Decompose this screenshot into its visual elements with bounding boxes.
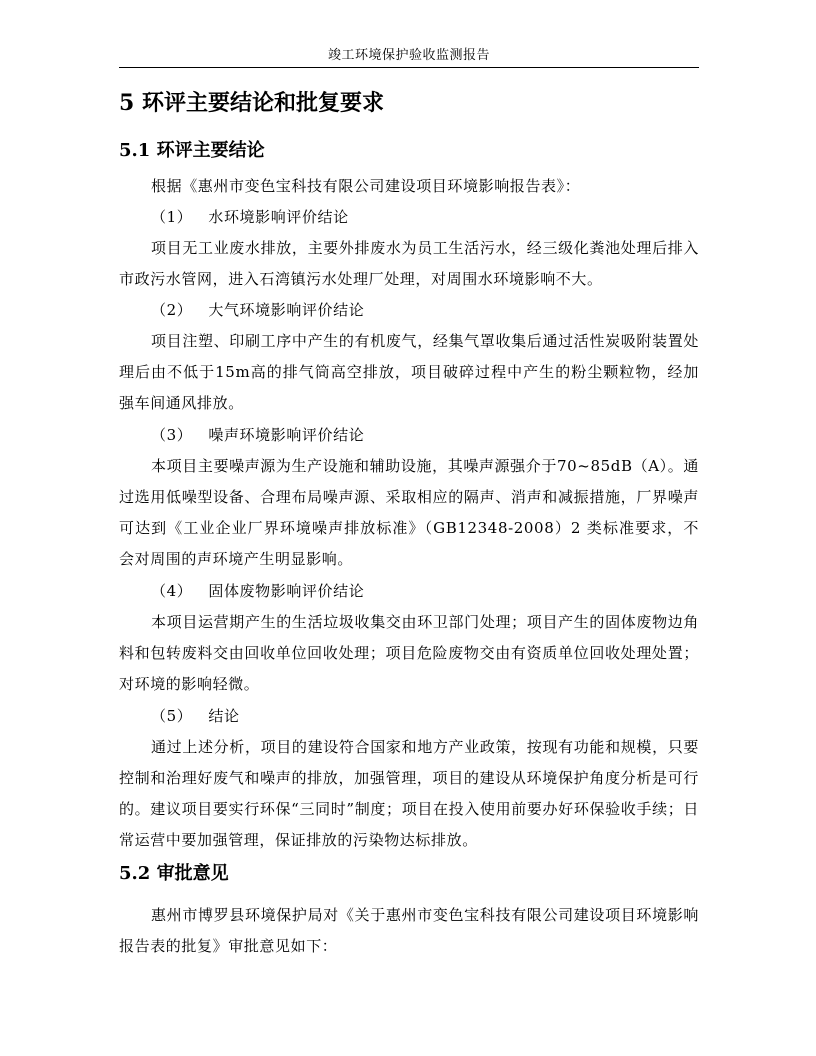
item-heading-4 xyxy=(151,576,364,607)
approval-paragraph: 惠州市博罗县环境保护局对《关于惠州市变色宝科技有限公司建设项目环境影响报告表的批复》审批意见如下： xyxy=(119,906,699,955)
item-paragraph-3: 本项目主要噪声源为生产设施和辅助设施，其噪声源强介于70~85dB（A）。通过选用低噪型设备、合理布局噪声源、采取相应的隔声、消声和减振措施，厂界噪声可达到《工业企业厂界环境噪声排放标准》（GB12348-2008）2 类标准要求，不会对周围的声环境产生明显影响。 xyxy=(119,457,699,568)
item-heading-1 xyxy=(151,202,349,233)
item-paragraph-1: 项目无工业废水排放，主要外排废水为员工生活污水，经三级化粪池处理后排入市政污水管网，进入石湾镇污水处理厂处理，对周围水环境影响不大。 xyxy=(119,239,699,288)
item-paragraph-2: 项目注塑、印刷工序中产生的有机废气，经集气罩收集后通过活性炭吸附装置处理后由不低于15m高的排气筒高空排放，项目破碎过程中产生的粉尘颗粒物，经加强车间通风排放。 xyxy=(119,332,699,412)
item-heading-3 xyxy=(151,420,364,451)
running-header: 竣工环境保护验收监测报告 xyxy=(327,48,490,63)
header-rule xyxy=(119,67,699,68)
item-number: （2） xyxy=(151,301,193,319)
item-paragraph-4: 本项目运营期产生的生活垃圾收集交由环卫部门处理；项目产生的固体废物边角料和包转废料交由回收单位回收处理；项目危险废物交由有资质单位回收处理处置；对环境的影响轻微。 xyxy=(119,613,699,693)
item-heading-2 xyxy=(151,295,364,326)
item-title: 水环境影响评价结论 xyxy=(208,208,349,226)
section-title: 5 环评主要结论和批复要求 xyxy=(119,90,384,116)
item-number: （4） xyxy=(151,582,193,600)
item-number: （5） xyxy=(151,707,193,725)
item-title: 大气环境影响评价结论 xyxy=(208,301,365,319)
item-title: 固体废物影响评价结论 xyxy=(208,582,365,600)
subsection-title-5-2: 5.2 审批意见 xyxy=(119,863,229,884)
item-title: 结论 xyxy=(208,707,240,725)
intro-paragraph: 根据《惠州市变色宝科技有限公司建设项目环境影响报告表》： xyxy=(151,177,581,195)
item-title: 噪声环境影响评价结论 xyxy=(208,426,365,444)
subsection-title-5-1: 5.1 环评主要结论 xyxy=(119,140,265,161)
item-number: （1） xyxy=(151,208,193,226)
item-paragraph-5: 通过上述分析，项目的建设符合国家和地方产业政策，按现有功能和规模，只要控制和治理好废气和噪声的排放，加强管理，项目的建设从环境保护角度分析是可行的。建议项目要实行环保“三同时”制度；项目在投入使用前要办好环保验收手续；日常运营中要加强管理，保证排放的污染物达标排放。 xyxy=(119,738,699,849)
item-heading-5 xyxy=(151,701,240,732)
item-number: （3） xyxy=(151,426,193,444)
